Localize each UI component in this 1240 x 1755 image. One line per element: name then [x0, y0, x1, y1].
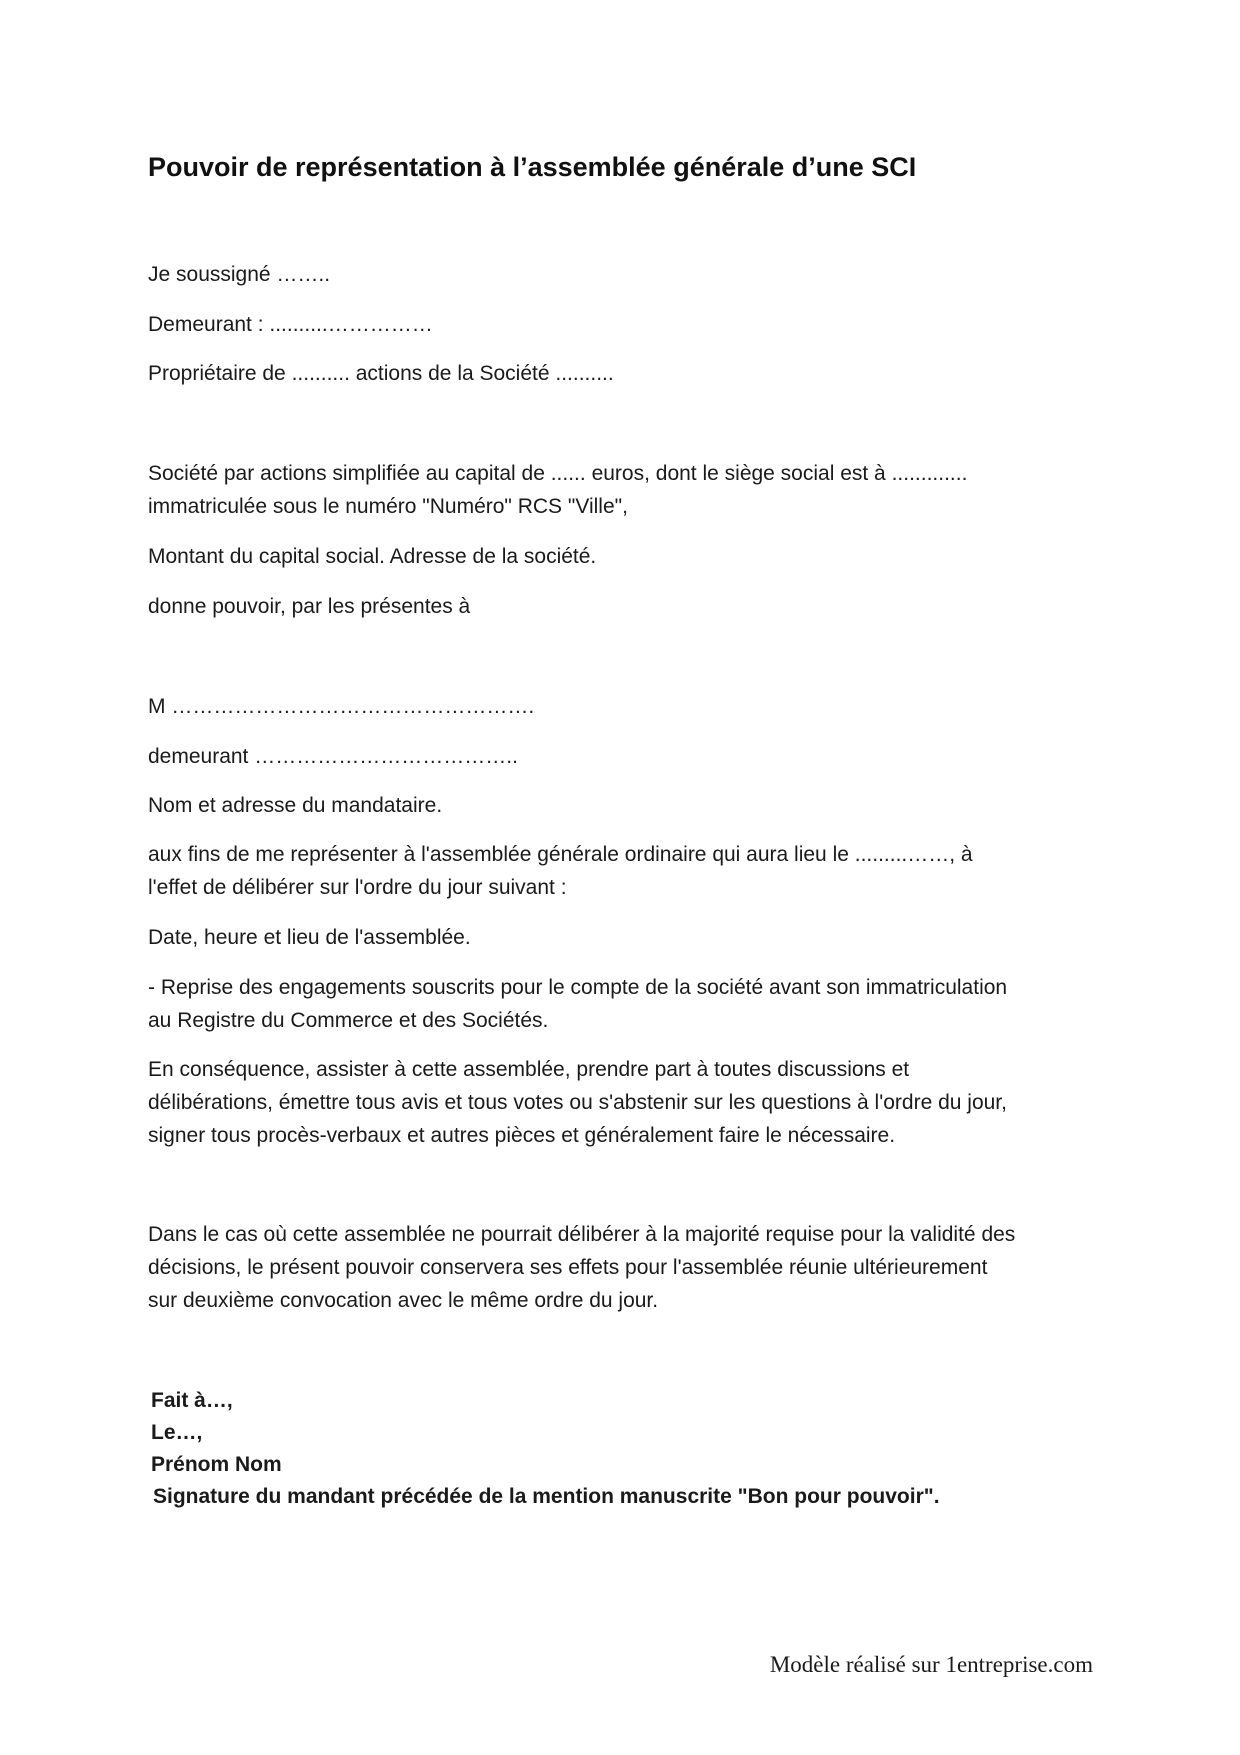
footer-credit: Modèle réalisé sur 1entreprise.com [769, 1652, 1093, 1677]
declarant-soussigne: Je soussigné …….. [148, 263, 331, 286]
reprise-paragraph [148, 971, 1108, 1037]
mandataire-demeurant: demeurant ……………………………….. [148, 745, 518, 768]
reprise-line-2: au Registre du Commerce et des Sociétés. [148, 1009, 549, 1032]
societe-line-2: immatriculée sous le numéro "Numéro" RCS "Ville", [148, 495, 628, 518]
consequence-line-2: délibérations, émettre tous avis et tous votes ou s'abstenir sur les questions à l'ordre du jour, [148, 1091, 1007, 1114]
societe-line-1: Société par actions simplifiée au capital de ...... euros, dont le siège social est à ............. [148, 462, 968, 485]
signature-fait-a: Fait à…, [151, 1389, 233, 1412]
mandataire-nom: M ……………………………………………. [148, 695, 535, 718]
objet-line-1: aux fins de me représenter à l'assemblée générale ordinaire qui aura lieu le .........……, à [148, 843, 973, 866]
consequence-line-1: En conséquence, assister à cette assemblée, prendre part à toutes discussions et [148, 1058, 910, 1081]
mandataire-description: Nom et adresse du mandataire. [148, 794, 443, 817]
objet-date-lieu: Date, heure et lieu de l'assemblée. [148, 926, 471, 949]
signature-le: Le…, [151, 1421, 203, 1444]
document-title: Pouvoir de représentation à l’assemblée générale d’une SCI [148, 152, 917, 182]
report-line-2: décisions, le présent pouvoir conservera ses effets pour l'assemblée réunie ultérieurement [148, 1256, 988, 1279]
reprise-line-1: - Reprise des engagements souscrits pour le compte de la société avant son immatriculation [148, 976, 1008, 999]
donne-pouvoir: donne pouvoir, par les présentes à [148, 595, 471, 618]
objet-line-2: l'effet de délibérer sur l'ordre du jour suivant : [148, 876, 567, 899]
signature-mention: Signature du mandant précédée de la mention manuscrite "Bon pour pouvoir". [153, 1485, 940, 1508]
report-line-1: Dans le cas où cette assemblée ne pourrait délibérer à la majorité requise pour la validité des [148, 1223, 1016, 1246]
societe-capital-adresse: Montant du capital social. Adresse de la société. [148, 545, 597, 568]
objet-paragraph [148, 838, 1108, 904]
signature-prenom-nom: Prénom Nom [151, 1453, 282, 1476]
report-paragraph [148, 1218, 1108, 1317]
report-line-3: sur deuxième convocation avec le même ordre du jour. [148, 1289, 659, 1312]
consequence-paragraph [148, 1053, 1108, 1152]
declarant-demeurant: Demeurant : ..........…………… [148, 313, 433, 336]
societe-paragraph [148, 457, 1108, 523]
consequence-line-3: signer tous procès-verbaux et autres pièces et généralement faire le nécessaire. [148, 1124, 896, 1147]
declarant-proprietaire: Propriétaire de .......... actions de la Société .......... [148, 362, 614, 385]
